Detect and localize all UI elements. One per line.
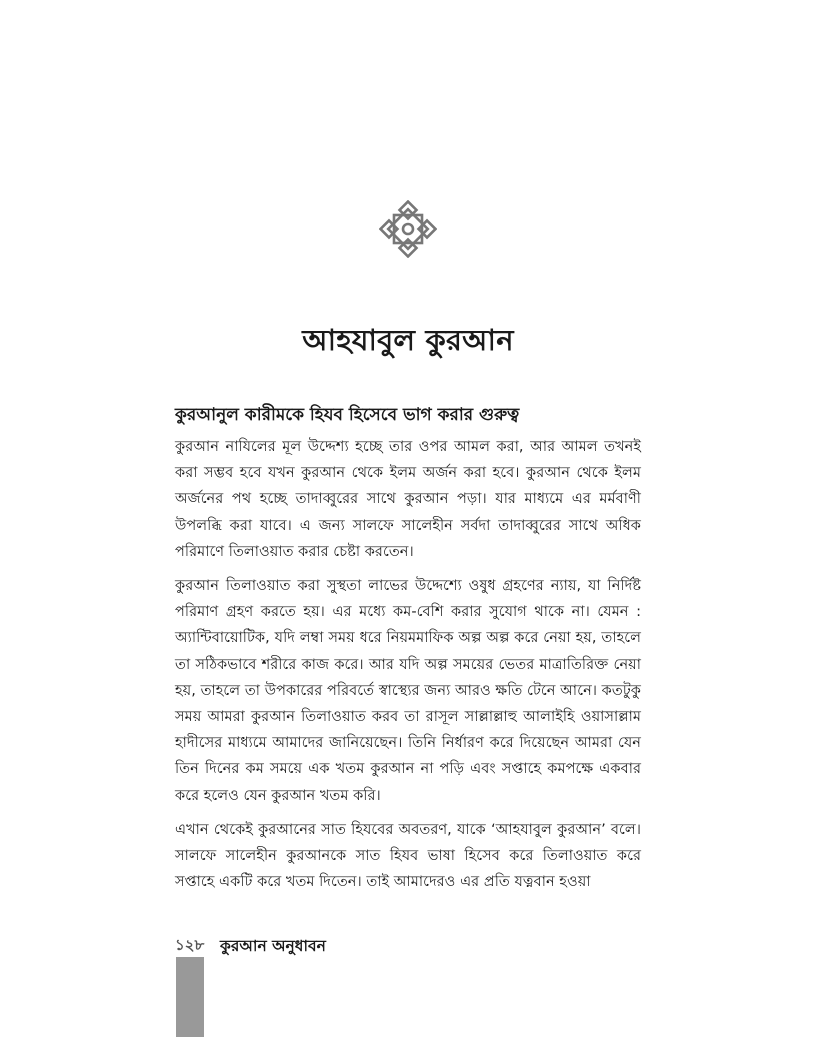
page-body	[175, 402, 641, 903]
geometric-star-ornament-icon	[379, 200, 437, 258]
paragraph-3: এখান থেকেই কুরআনের সাত হিযবের অবতরণ, যাকে ‘আহযাবুল কুরআন’ বলে। সালফে সালেহীন কুরআনকে সাত হিযব ভাষা হিসেব করে তিলাওয়াত করে সপ্তাহে একটি করে খতম দিতেন। তাই আমাদেরও এর প্রতি যত্নবান হওয়া	[175, 820, 641, 891]
running-book-title: কুরআন অনুধাবন	[220, 937, 326, 955]
page-footer	[175, 934, 475, 960]
page-number: ১২৮	[175, 936, 205, 954]
section-heading: কুরআনুল কারীমকে হিযব হিসেবে ভাগ করার গুরুত্ব	[175, 405, 520, 425]
footer-side-bar	[176, 957, 204, 1037]
paragraph-2: কুরআন তিলাওয়াত করা সুস্থতা লাভের উদ্দেশ্যে ওষুধ গ্রহণের ন্যায়, যা নির্দিষ্ট পরিমাণ গ্রহণ করতে হয়। এর মধ্যে কম-বেশি করার সুযোগ থাকে না। যেমন : অ্যান্টিবায়োটিক, যদি লম্বা সময় ধরে নিয়মমাফিক অল্প অল্প করে নেয়া হয়, তাহলে তা সঠিকভাবে শরীরে কাজ করে। আর যদি অল্প সময়ের ভেতর মাত্রাতিরিক্ত নেয়া হয়, তাহলে তা উপকারের পরিবর্তে স্বাস্থ্যের জন্য আরও ক্ষতি টেনে আনে। কতটুকু সময় আমরা কুরআন তিলাওয়াত করব তা রাসূল সাল্লাল্লাহু আলাইহি ওয়াসাল্লাম হাদীসের মাধ্যমে আমাদের জানিয়েছেন। তিনি নির্ধারণ করে দিয়েছেন আমরা যেন তিন দিনের কম সময়ে এক খতম কুরআন না পড়ি এবং সপ্তাহে কমপক্ষে একবার করে হলেও যেন কুরআন খতম করি।	[175, 577, 641, 804]
chapter-title: আহযাবুল কুরআন	[302, 323, 514, 357]
paragraph-1: কুরআন নাযিলের মূল উদ্দেশ্য হচ্ছে তার ওপর আমল করা, আর আমল তখনই করা সম্ভব হবে যখন কুরআন থেকে ইলম অর্জন করা হবে। কুরআন থেকে ইলম অর্জনের পথ হচ্ছে তাদাব্বুরের সাথে কুরআন পড়া। যার মাধ্যমে এর মর্মবাণী উপলব্ধি করা যাবে। এ জন্য সালফে সালেহীন সর্বদা তাদাব্বুরের সাথে অধিক পরিমাণে তিলাওয়াত করার চেষ্টা করতেন।	[175, 438, 641, 560]
